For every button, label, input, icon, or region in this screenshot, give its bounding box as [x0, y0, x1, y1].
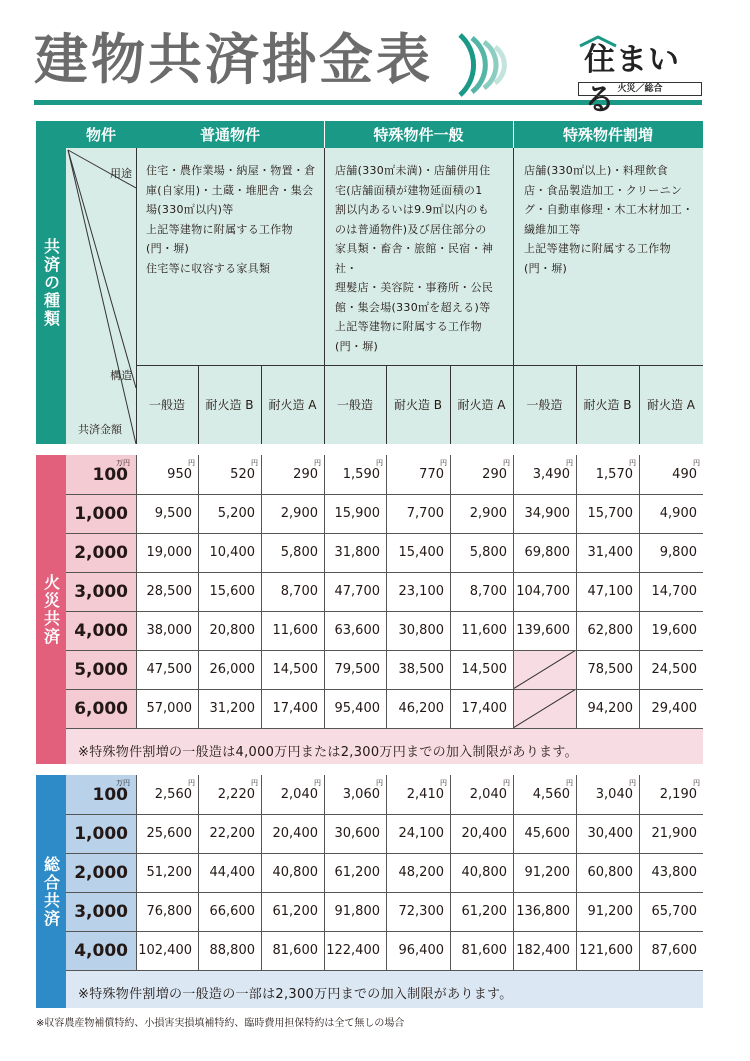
unit-label: 円 — [693, 779, 700, 787]
premium-cell: 61,200 — [450, 892, 513, 931]
unit-label: 円 — [629, 779, 636, 787]
grid-line — [386, 365, 387, 444]
usage-line: 場(330㎡以内)等 — [146, 203, 234, 216]
premium-cell: 17,400 — [450, 689, 513, 728]
amount-cell: 6,000 — [66, 689, 136, 728]
usage-line: 店舗(330㎡以上)・料理飲食 — [524, 164, 669, 177]
grid-line — [576, 455, 577, 728]
usage-line: 館・集会場(330㎡を超える)等 — [335, 300, 491, 314]
premium-cell: 15,400 — [386, 533, 450, 572]
header-divider — [513, 121, 514, 148]
premium-cell: 2,190 — [639, 775, 703, 814]
premium-cell: 95,400 — [324, 689, 386, 728]
grid-line — [66, 650, 703, 651]
unit-label: 円 — [314, 779, 321, 787]
usage-line: (門・塀) — [146, 242, 190, 255]
amount-cell: 1,000 — [66, 814, 136, 853]
grid-line — [198, 365, 199, 444]
premium-cell: 48,200 — [386, 853, 450, 892]
diagonal-lines — [66, 148, 136, 444]
amount-cell: 2,000 — [66, 533, 136, 572]
side-label-text: 共済の種類 — [41, 237, 61, 328]
premium-cell: 182,400 — [513, 931, 576, 970]
unit-label: 円 — [440, 459, 447, 467]
grid-line — [386, 455, 387, 728]
premium-cell: 91,800 — [324, 892, 386, 931]
unit-label: 円 — [251, 459, 258, 467]
grid-line — [450, 365, 451, 444]
premium-cell: 290 — [450, 455, 513, 494]
grid-line — [66, 689, 703, 690]
premium-cell: 47,500 — [136, 650, 198, 689]
premium-cell: 61,200 — [261, 892, 324, 931]
premium-cell: 490 — [639, 455, 703, 494]
grid-line — [513, 455, 514, 728]
premium-cell: 31,200 — [198, 689, 261, 728]
unit-label: 円 — [566, 779, 573, 787]
grid-line — [136, 775, 137, 970]
premium-cell: 88,800 — [198, 931, 261, 970]
premium-cell: 31,800 — [324, 533, 386, 572]
premium-cell: 46,200 — [386, 689, 450, 728]
side-label-type — [36, 121, 66, 444]
label-kingaku: 共済金額 — [78, 423, 122, 436]
premium-cell: 19,000 — [136, 533, 198, 572]
grid-line — [576, 365, 577, 444]
unit-label: 円 — [503, 779, 510, 787]
premium-cell: 770 — [386, 455, 450, 494]
premium-cell: 38,500 — [386, 650, 450, 689]
premium-cell: 14,500 — [450, 650, 513, 689]
label-kouzou: 構造 — [110, 369, 132, 382]
premium-cell: 25,600 — [136, 814, 198, 853]
na-slash — [513, 650, 576, 689]
premium-cell: 2,900 — [450, 494, 513, 533]
grid-line — [576, 775, 577, 970]
amount-cell: 3,000 — [66, 892, 136, 931]
usage-line: 理髪店・美容院・事務所・公民 — [335, 281, 494, 294]
structure-label: 耐火造 B — [583, 398, 632, 412]
premium-cell: 15,900 — [324, 494, 386, 533]
premium-cell: 23,100 — [386, 572, 450, 611]
structure-label: 耐火造 A — [646, 398, 696, 412]
unit-label: 万円 — [116, 779, 130, 787]
usage-line: 家具類・畜舎・旅館・民宿・神社・ — [335, 242, 494, 275]
grid-line — [450, 775, 451, 970]
premium-cell: 102,400 — [136, 931, 198, 970]
amount-cell: 100 — [66, 775, 136, 814]
premium-cell: 2,040 — [261, 775, 324, 814]
side-label-fire — [36, 455, 66, 764]
grid-line — [66, 611, 703, 612]
premium-cell: 20,400 — [450, 814, 513, 853]
table-note: ※特殊物件割増の一般造の一部は2,300万円までの加入制限があります。 — [78, 987, 513, 1002]
usage-line: グ・自動車修理・木工木材加工・ — [524, 203, 694, 216]
decorative-arcs-icon — [452, 30, 512, 100]
premium-cell: 4,900 — [639, 494, 703, 533]
grid-line — [261, 455, 262, 728]
premium-cell: 76,800 — [136, 892, 198, 931]
amount-cell: 2,000 — [66, 853, 136, 892]
premium-cell: 81,600 — [450, 931, 513, 970]
header-divider — [324, 121, 325, 148]
unit-label: 円 — [376, 459, 383, 467]
premium-cell: 3,040 — [576, 775, 639, 814]
usage-text — [335, 161, 515, 356]
unit-label: 円 — [440, 779, 447, 787]
grid-line — [261, 775, 262, 970]
premium-cell: 57,000 — [136, 689, 198, 728]
usage-line: 店舗(330㎡未満)・店舗併用住 — [335, 164, 491, 177]
premium-cell: 8,700 — [261, 572, 324, 611]
unit-label: 円 — [693, 459, 700, 467]
premium-cell: 14,500 — [261, 650, 324, 689]
footer-note: ※収容農産物補償特約、小損害実損填補特約、臨時費用担保特約は全て無しの場合 — [36, 1018, 405, 1029]
grid-line — [66, 931, 703, 932]
na-slash-line — [513, 689, 576, 728]
premium-cell: 2,560 — [136, 775, 198, 814]
structure-label: 耐火造 B — [205, 398, 254, 412]
usage-line: 住宅等に収容する家具類 — [146, 261, 271, 275]
unit-label: 万円 — [116, 459, 130, 467]
premium-cell: 104,700 — [513, 572, 576, 611]
grid-line — [639, 775, 640, 970]
grid-line — [198, 775, 199, 970]
premium-cell: 44,400 — [198, 853, 261, 892]
grid-line — [639, 455, 640, 728]
premium-cell: 17,400 — [261, 689, 324, 728]
premium-cell: 3,490 — [513, 455, 576, 494]
grid-line — [66, 814, 703, 815]
na-slash-line — [513, 650, 576, 689]
na-slash — [513, 689, 576, 728]
premium-cell: 8,700 — [450, 572, 513, 611]
premium-cell: 950 — [136, 455, 198, 494]
premium-cell: 65,700 — [639, 892, 703, 931]
premium-cell: 40,800 — [450, 853, 513, 892]
unit-label: 円 — [566, 459, 573, 467]
grid-line — [66, 970, 703, 971]
premium-cell: 62,800 — [576, 611, 639, 650]
premium-cell: 2,040 — [450, 775, 513, 814]
premium-cell: 61,200 — [324, 853, 386, 892]
premium-cell: 29,400 — [639, 689, 703, 728]
premium-cell: 26,000 — [198, 650, 261, 689]
premium-cell: 2,900 — [261, 494, 324, 533]
usage-line: 繊維加工等 — [524, 222, 581, 236]
header-category: 特殊物件割増 — [513, 121, 703, 148]
usage-text — [146, 161, 326, 278]
premium-cell: 136,800 — [513, 892, 576, 931]
premium-cell: 21,900 — [639, 814, 703, 853]
grid-line — [261, 365, 262, 444]
usage-line: 上記等建物に附属する工作物 — [146, 222, 293, 236]
diagonal-line — [68, 150, 136, 388]
premium-cell: 66,600 — [198, 892, 261, 931]
premium-cell: 40,800 — [261, 853, 324, 892]
unit-label: 円 — [188, 779, 195, 787]
premium-cell: 34,900 — [513, 494, 576, 533]
grid-line — [66, 494, 703, 495]
table-note: ※特殊物件割増の一般造は4,000万円または2,300万円までの加入制限があります。 — [78, 745, 578, 760]
unit-label: 円 — [629, 459, 636, 467]
amount-cell: 3,000 — [66, 572, 136, 611]
premium-cell: 60,800 — [576, 853, 639, 892]
premium-cell: 290 — [261, 455, 324, 494]
premium-cell: 121,600 — [576, 931, 639, 970]
premium-cell: 122,400 — [324, 931, 386, 970]
premium-cell: 81,600 — [261, 931, 324, 970]
usage-line: のは普通物件)及び居住部分の — [335, 222, 487, 236]
premium-cell: 2,410 — [386, 775, 450, 814]
grid-line — [66, 853, 703, 854]
premium-cell: 47,100 — [576, 572, 639, 611]
premium-cell: 520 — [198, 455, 261, 494]
premium-cell: 30,400 — [576, 814, 639, 853]
premium-cell: 24,500 — [639, 650, 703, 689]
premium-cell: 1,570 — [576, 455, 639, 494]
grid-line — [450, 455, 451, 728]
page-title: 建物共済掛金表 — [34, 28, 433, 91]
usage-text — [524, 161, 704, 278]
usage-line: 住宅・農作業場・納屋・物置・倉 — [146, 164, 316, 177]
general-section — [36, 775, 703, 1008]
premium-cell: 14,700 — [639, 572, 703, 611]
usage-line: 店・食品製造加工・クリーニン — [524, 183, 683, 197]
amount-cell: 1,000 — [66, 494, 136, 533]
premium-cell: 96,400 — [386, 931, 450, 970]
unit-label: 円 — [503, 459, 510, 467]
grid-line — [324, 455, 325, 728]
premium-cell: 4,560 — [513, 775, 576, 814]
premium-cell: 51,200 — [136, 853, 198, 892]
grid-line — [513, 775, 514, 970]
premium-cell: 11,600 — [450, 611, 513, 650]
usage-line: (門・塀) — [524, 261, 568, 275]
premium-cell: 78,500 — [576, 650, 639, 689]
logo-sub: 火災／総合 — [578, 82, 702, 96]
premium-cell: 63,600 — [324, 611, 386, 650]
label-youto: 用途 — [110, 167, 132, 180]
amount-cell: 4,000 — [66, 931, 136, 970]
side-label-text: 総合共済 — [41, 855, 61, 928]
premium-cell: 72,300 — [386, 892, 450, 931]
structure-label: 一般造 — [526, 398, 563, 412]
unit-label: 円 — [376, 779, 383, 787]
premium-cell: 94,200 — [576, 689, 639, 728]
usage-line: 上記等建物に附属する工作物 — [335, 320, 482, 333]
grid-line — [639, 365, 640, 444]
premium-cell: 1,590 — [324, 455, 386, 494]
premium-cell: 2,220 — [198, 775, 261, 814]
amount-cell: 100 — [66, 455, 136, 494]
usage-line: 庫(自家用)・土蔵・堆肥舎・集会 — [146, 183, 314, 197]
premium-cell: 69,800 — [513, 533, 576, 572]
premium-cell: 30,600 — [324, 814, 386, 853]
premium-cell: 47,700 — [324, 572, 386, 611]
grid-line — [66, 728, 703, 729]
grid-line — [386, 775, 387, 970]
structure-label: 耐火造 A — [457, 398, 506, 412]
premium-cell: 9,800 — [639, 533, 703, 572]
structure-label: 一般造 — [336, 398, 373, 412]
premium-cell: 20,800 — [198, 611, 261, 650]
unit-label: 円 — [188, 459, 195, 467]
header-category: 特殊物件一般 — [324, 121, 513, 148]
structure-label: 耐火造 B — [393, 398, 443, 412]
premium-cell: 30,800 — [386, 611, 450, 650]
grid-line — [66, 533, 703, 534]
structure-label: 耐火造 A — [268, 398, 317, 412]
diagonal-line — [68, 150, 136, 444]
grid-line — [66, 892, 703, 893]
premium-cell: 28,500 — [136, 572, 198, 611]
header-category: 普通物件 — [136, 121, 324, 148]
premium-cell: 24,100 — [386, 814, 450, 853]
grid-line — [136, 455, 137, 728]
premium-cell: 91,200 — [576, 892, 639, 931]
premium-cell: 43,800 — [639, 853, 703, 892]
usage-line: 上記等建物に附属する工作物 — [524, 242, 671, 255]
premium-cell: 20,400 — [261, 814, 324, 853]
premium-cell: 22,200 — [198, 814, 261, 853]
unit-label: 円 — [314, 459, 321, 467]
side-label-text: 火災共済 — [41, 573, 61, 646]
header-bukken: 物件 — [66, 121, 136, 148]
unit-label: 円 — [251, 779, 258, 787]
grid-line — [66, 572, 703, 573]
premium-cell: 87,600 — [639, 931, 703, 970]
amount-cell: 4,000 — [66, 611, 136, 650]
premium-cell: 3,060 — [324, 775, 386, 814]
structure-label: 一般造 — [148, 398, 185, 412]
logo-main: 住まいる — [584, 42, 680, 118]
premium-cell: 11,600 — [261, 611, 324, 650]
usage-line: 割以内あるいは9.9㎡以内のも — [335, 203, 489, 216]
fire-section — [36, 455, 703, 764]
amount-cell: 5,000 — [66, 650, 136, 689]
premium-cell: 19,600 — [639, 611, 703, 650]
grid-line — [198, 455, 199, 728]
premium-cell: 9,500 — [136, 494, 198, 533]
premium-cell: 5,800 — [261, 533, 324, 572]
premium-cell: 79,500 — [324, 650, 386, 689]
premium-cell: 139,600 — [513, 611, 576, 650]
usage-line: 宅(店舗面積が建物延面積の1 — [335, 183, 483, 197]
premium-cell: 91,200 — [513, 853, 576, 892]
grid-line — [324, 775, 325, 970]
premium-cell: 15,700 — [576, 494, 639, 533]
premium-cell: 5,200 — [198, 494, 261, 533]
premium-cell: 5,800 — [450, 533, 513, 572]
header-section — [36, 121, 703, 444]
premium-cell: 45,600 — [513, 814, 576, 853]
premium-cell: 7,700 — [386, 494, 450, 533]
premium-cell: 10,400 — [198, 533, 261, 572]
usage-line: (門・塀) — [335, 339, 379, 353]
logo — [578, 40, 704, 118]
premium-cell: 38,000 — [136, 611, 198, 650]
premium-cell: 15,600 — [198, 572, 261, 611]
side-label-general — [36, 775, 66, 1008]
premium-cell: 31,400 — [576, 533, 639, 572]
